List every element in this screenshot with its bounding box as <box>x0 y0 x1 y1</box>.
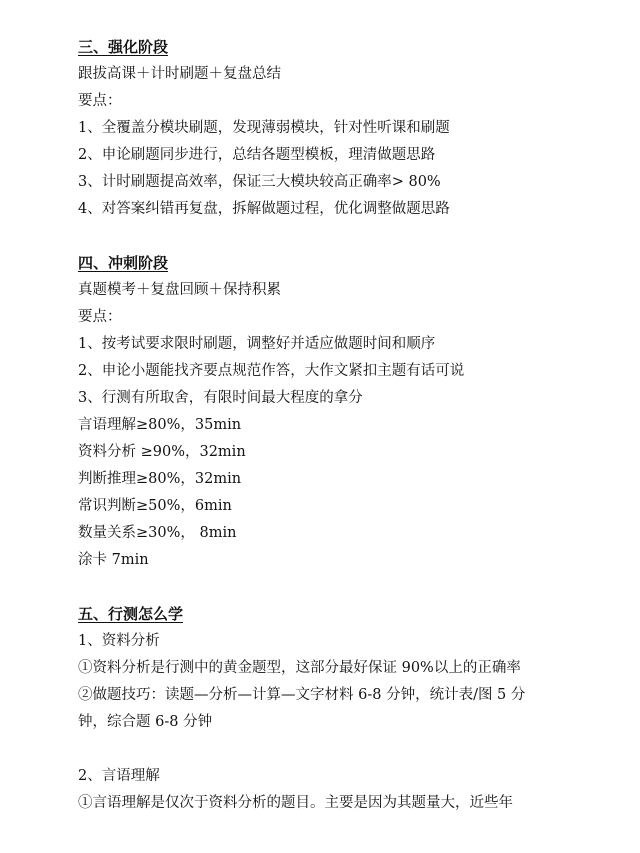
section-5-sub-1-paragraph: 钟，综合题 6-8 分钟 <box>78 714 213 730</box>
section-4-target: 常识判断≥50%，6min <box>78 498 232 514</box>
document-page <box>78 34 578 817</box>
section-5-sub-1-paragraph: ①资料分析是行测中的黄金题型，这部分最好保证 90%以上的正确率 <box>78 660 521 676</box>
section-3-item: 3、计时刷题提高效率，保证三大模块较高正确率> 80% <box>78 174 441 190</box>
section-4-item: 2、申论小题能找齐要点规范作答，大作文紧扣主题有话可说 <box>78 363 465 379</box>
section-5-sub-2-title: 2、言语理解 <box>78 768 160 784</box>
section-4-target: 数量关系≥30%， 8min <box>78 525 237 541</box>
section-4-points-label: 要点： <box>78 309 122 325</box>
section-3-item: 1、全覆盖分模块刷题，发现薄弱模块，针对性听课和刷题 <box>78 120 450 136</box>
section-4-item: 1、按考试要求限时刷题，调整好并适应做题时间和顺序 <box>78 336 436 352</box>
section-4-target: 资料分析 ≥90%，32min <box>78 444 246 460</box>
section-3-summary: 跟拔高课＋计时刷题＋复盘总结 <box>78 66 281 82</box>
section-5-sub-1-title: 1、资料分析 <box>78 633 160 649</box>
blank-line <box>78 736 578 763</box>
section-3-title: 三、强化阶段 <box>78 38 169 56</box>
section-4-target: 言语理解≥80%，35min <box>78 417 242 433</box>
section-3-points-label: 要点： <box>78 93 122 109</box>
section-3-item: 4、对答案纠错再复盘，拆解做题过程，优化调整做题思路 <box>78 201 450 217</box>
section-5-sub-1-paragraph: ②做题技巧：读题—分析—计算—文字材料 6-8 分钟，统计表/图 5 分 <box>78 687 526 703</box>
section-4-summary: 真题模考＋复盘回顾＋保持积累 <box>78 282 281 298</box>
blank-line <box>78 574 578 601</box>
section-5-sub-2-paragraph: ①言语理解是仅次于资料分析的题目。主要是因为其题量大，近些年 <box>78 795 513 811</box>
section-4-title: 四、冲刺阶段 <box>78 254 169 272</box>
section-5-title: 五、行测怎么学 <box>78 605 184 623</box>
blank-line <box>78 223 578 250</box>
section-4-target: 判断推理≥80%，32min <box>78 471 242 487</box>
section-4-target: 涂卡 7min <box>78 552 149 568</box>
section-3-item: 2、申论刷题同步进行，总结各题型模板，理清做题思路 <box>78 147 436 163</box>
section-4-item: 3、行测有所取舍，有限时间最大程度的拿分 <box>78 390 363 406</box>
